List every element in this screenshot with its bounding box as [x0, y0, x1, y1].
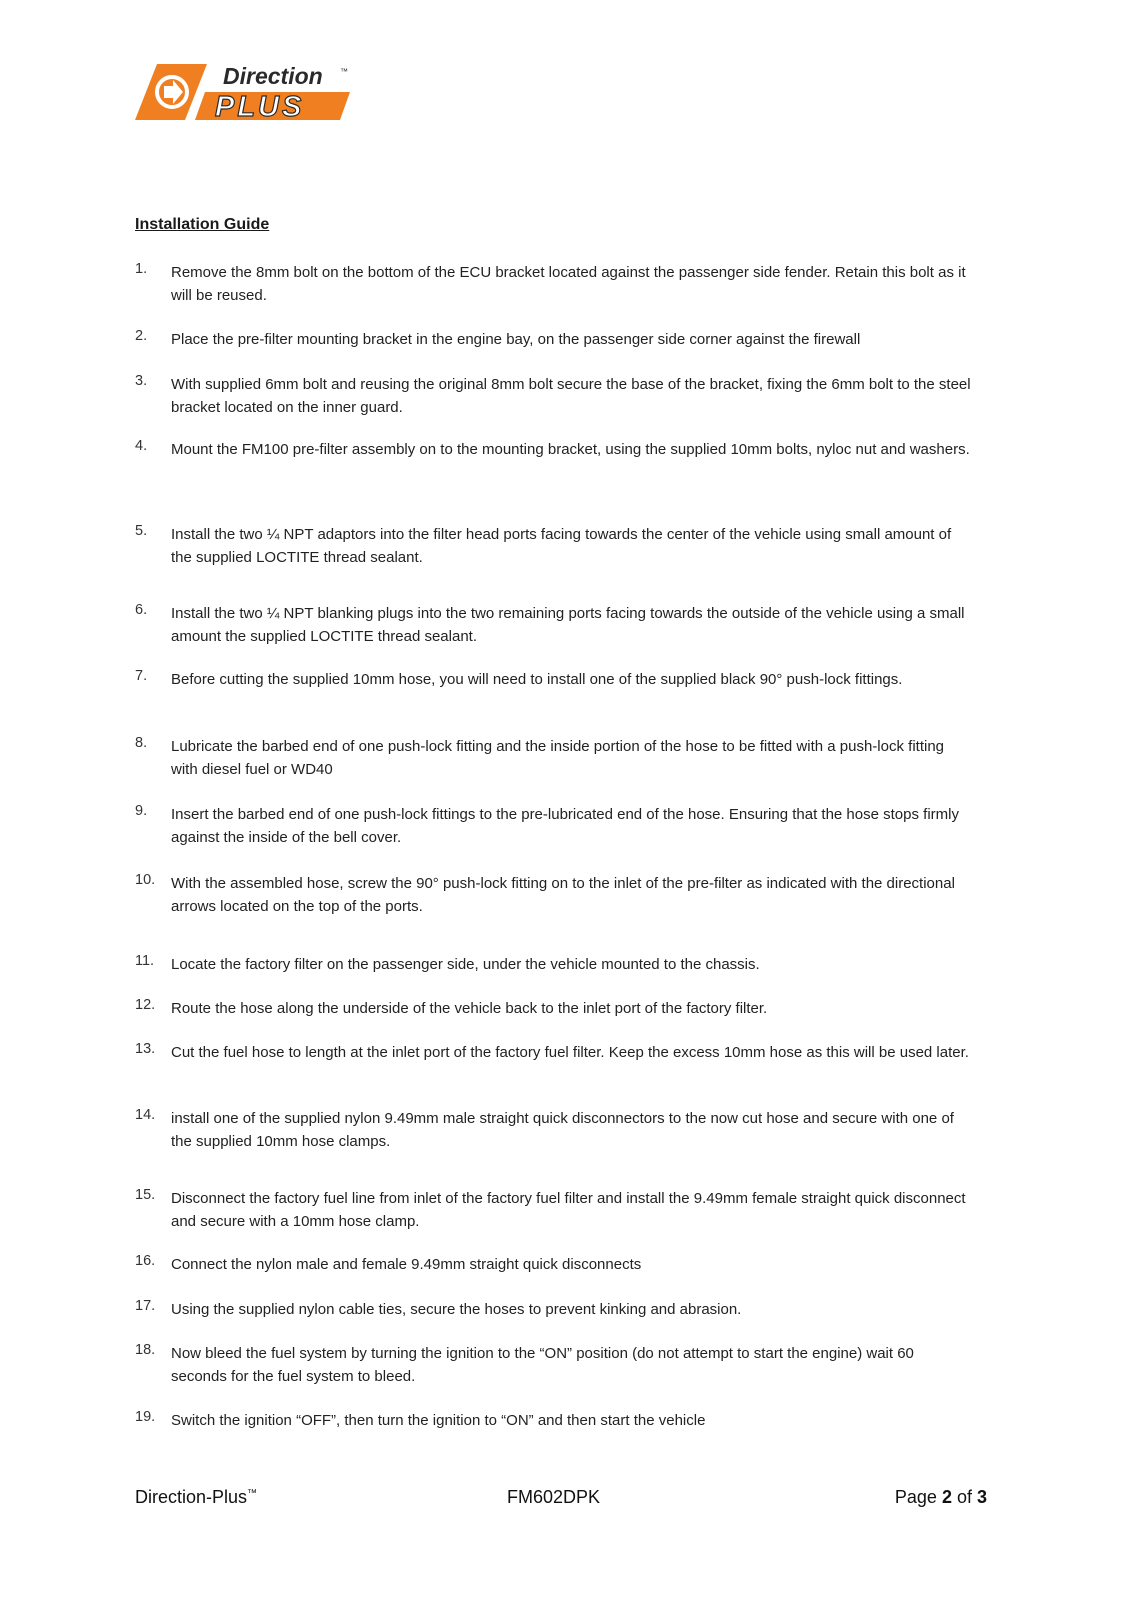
step-number: 9.: [135, 803, 148, 819]
step-number: 4.: [135, 438, 148, 454]
step-text: Now bleed the fuel system by turning the ignition to the “ON” position (do not attempt to start the engine) wait 60 seconds for the fuel system to bleed.: [171, 1345, 914, 1385]
step-text: Remove the 8mm bolt on the bottom of the ECU bracket located against the passenger side fender. Retain this bolt as it will be reused.: [171, 264, 966, 304]
page-total: 3: [976, 1487, 987, 1507]
step-number: 19.: [135, 1409, 156, 1425]
step-number: 1.: [135, 261, 148, 277]
step-number: 7.: [135, 668, 148, 684]
step-number: 16.: [135, 1253, 156, 1269]
step-text: Install the two ¼ NPT adaptors into the filter head ports facing towards the center of the vehicle using small amount of the supplied LOCTITE thread sealant.: [171, 526, 952, 566]
logo-tm: ™: [340, 67, 348, 76]
page-prefix: Page: [894, 1487, 942, 1507]
footer-page-number: [895, 1487, 987, 1508]
step-number: 17.: [135, 1298, 156, 1314]
page-of: of: [951, 1487, 977, 1507]
step-text: Install the two ¼ NPT blanking plugs into the two remaining ports facing towards the outside of the vehicle using a small amount the supplied LOCTITE thread sealant.: [171, 605, 965, 645]
step-number: 14.: [135, 1107, 156, 1123]
step-text: Cut the fuel hose to length at the inlet port of the factory fuel filter. Keep the excess 10mm hose as this will be used later.: [171, 1044, 969, 1061]
step-number: 12.: [135, 997, 156, 1013]
step-text: install one of the supplied nylon 9.49mm male straight quick disconnectors to the now cut hose and secure with one of the supplied 10mm hose clamps.: [171, 1110, 954, 1150]
step-number: 13.: [135, 1041, 156, 1057]
page-current: 2: [941, 1487, 952, 1507]
step-text: Insert the barbed end of one push-lock fittings to the pre-lubricated end of the hose. Ensuring that the hose stops firmly against the inside of the bell cover.: [171, 806, 959, 846]
step-text: Connect the nylon male and female 9.49mm straight quick disconnects: [171, 1256, 642, 1273]
footer-brand-tm: ™: [247, 1488, 258, 1499]
step-number: 3.: [135, 373, 148, 389]
footer-part-number: FM602DPK: [507, 1487, 601, 1507]
step-text: Using the supplied nylon cable ties, secure the hoses to prevent kinking and abrasion.: [171, 1301, 742, 1318]
step-text: Mount the FM100 pre-filter assembly on to the mounting bracket, using the supplied 10mm bolts, nyloc nut and washers.: [171, 441, 970, 458]
step-text: Locate the factory filter on the passenger side, under the vehicle mounted to the chassis.: [171, 956, 760, 973]
step-text: Before cutting the supplied 10mm hose, you will need to install one of the supplied black 90° push-lock fittings.: [171, 671, 903, 688]
logo-word-direction: Direction: [223, 63, 323, 89]
step-text: With supplied 6mm bolt and reusing the original 8mm bolt secure the base of the bracket, fixing the 6mm bolt to the steel bracket located on the inner guard.: [171, 376, 971, 416]
step-number: 10.: [135, 872, 156, 888]
logo-word-plus: PLUS: [215, 91, 305, 123]
step-number: 6.: [135, 602, 148, 618]
page-footer: [135, 1487, 987, 1513]
step-number: 15.: [135, 1187, 156, 1203]
step-number: 11.: [135, 953, 155, 969]
step-number: 18.: [135, 1342, 156, 1358]
step-number: 8.: [135, 735, 148, 751]
step-number: 5.: [135, 523, 148, 539]
step-number: 2.: [135, 328, 148, 344]
step-text: Lubricate the barbed end of one push-lock fitting and the inside portion of the hose to be fitted with a push-lock fitting with diesel fuel or WD40: [171, 738, 944, 778]
step-text: With the assembled hose, screw the 90° push-lock fitting on to the inlet of the pre-filter as indicated with the directional arrows located on the top of the ports.: [171, 875, 955, 915]
step-text: Place the pre-filter mounting bracket in the engine bay, on the passenger side corner against the firewall: [171, 331, 861, 348]
footer-brand: [135, 1487, 257, 1508]
step-text: Disconnect the factory fuel line from inlet of the factory fuel filter and install the 9.49mm female straight quick disconnect and secure with a 10mm hose clamp.: [171, 1190, 966, 1230]
installation-guide-title: Installation Guide: [135, 216, 270, 233]
step-text: Switch the ignition “OFF”, then turn the ignition to “ON” and then start the vehicle: [171, 1412, 706, 1429]
footer-brand-name: Direction-Plus: [135, 1487, 248, 1507]
step-text: Route the hose along the underside of the vehicle back to the inlet port of the factory filter.: [171, 1000, 768, 1017]
